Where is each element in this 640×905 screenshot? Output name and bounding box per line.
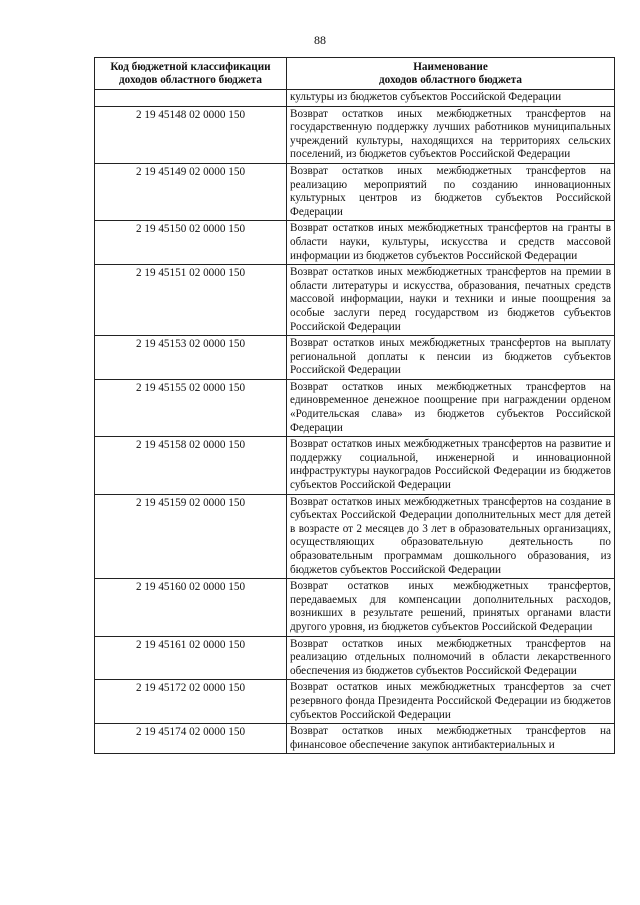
table-row: [95, 680, 615, 724]
row-name: Возврат остатков иных межбюджетных трансфертов на государственную поддержку лучших работников муниципальных учреждений культуры, находящихся на территориях сельских поселений, из бюджетов субъектов Российской Федерации: [287, 106, 615, 163]
row-code: 2 19 45160 02 0000 150: [95, 579, 287, 636]
header-name-line: доходов областного бюджета: [378, 74, 522, 86]
table-row: [95, 336, 615, 380]
row-name: Возврат остатков иных межбюджетных трансфертов на реализацию мероприятий по созданию инновационных культурных центров из бюджетов субъектов Российской Федерации: [287, 163, 615, 220]
table-row: [95, 221, 615, 265]
row-name: Возврат остатков иных межбюджетных трансфертов за счет резервного фонда Президента Российской Федерации из бюджетов субъектов Российской Федерации: [287, 680, 615, 724]
header-row: [95, 58, 615, 90]
row-name: Возврат остатков иных межбюджетных трансфертов на выплату региональной доплаты к пенсии из бюджетов субъектов Российской Федерации: [287, 336, 615, 380]
table-row: [95, 265, 615, 336]
row-code: 2 19 45150 02 0000 150: [95, 221, 287, 265]
header-name-line: Наименование: [413, 61, 488, 73]
row-name: Возврат остатков иных межбюджетных трансфертов на премии в области литературы и искусства, образования, печатных средств массовой информации, науки и техники и иные поощрения за особые заслуги перед государством из бюджетов субъектов Российской Федерации: [287, 265, 615, 336]
table-header: [95, 58, 615, 90]
table-row: [95, 437, 615, 494]
row-code: 2 19 45159 02 0000 150: [95, 494, 287, 579]
table-row: [95, 494, 615, 579]
page-number: 88: [314, 33, 326, 47]
row-code: 2 19 45151 02 0000 150: [95, 265, 287, 336]
table-body: [95, 90, 615, 754]
row-code: 2 19 45155 02 0000 150: [95, 379, 287, 436]
header-code: [95, 58, 287, 90]
row-code: 2 19 45149 02 0000 150: [95, 163, 287, 220]
row-code: 2 19 45161 02 0000 150: [95, 636, 287, 680]
table-row: [95, 724, 615, 754]
table-row: [95, 90, 615, 107]
row-code: 2 19 45172 02 0000 150: [95, 680, 287, 724]
budget-revenue-table: [94, 57, 615, 754]
row-name: Возврат остатков иных межбюджетных трансфертов на финансовое обеспечение закупок антибактериальных и: [287, 724, 615, 754]
row-code: [95, 90, 287, 107]
table-row: [95, 163, 615, 220]
header-code-line: доходов областного бюджета: [118, 74, 262, 86]
row-name: Возврат остатков иных межбюджетных трансфертов на единовременное денежное поощрение при награждении орденом «Родительская слава» из бюджетов субъектов Российской Федерации: [287, 379, 615, 436]
table-row: [95, 579, 615, 636]
row-name: Возврат остатков иных межбюджетных трансфертов на развитие и поддержку социальной, инженерной и инновационной инфраструктуры наукоградов Российской Федерации из бюджетов субъектов Российской Федерации: [287, 437, 615, 494]
row-code: 2 19 45158 02 0000 150: [95, 437, 287, 494]
table-row: [95, 106, 615, 163]
row-name: культуры из бюджетов субъектов Российской Федерации: [287, 90, 615, 107]
row-name: Возврат остатков иных межбюджетных трансфертов на гранты в области науки, культуры, искусства и средств массовой информации из бюджетов субъектов Российской Федерации: [287, 221, 615, 265]
header-code-line: Код бюджетной классификации: [110, 61, 271, 73]
row-code: 2 19 45174 02 0000 150: [95, 724, 287, 754]
row-name: Возврат остатков иных межбюджетных трансфертов, передаваемых для компенсации дополнительных расходов, возникших в результате решений, принятых органами власти другого уровня, из бюджетов субъектов Российской Федерации: [287, 579, 615, 636]
row-code: 2 19 45153 02 0000 150: [95, 336, 287, 380]
table-row: [95, 379, 615, 436]
header-name: [287, 58, 615, 90]
row-code: 2 19 45148 02 0000 150: [95, 106, 287, 163]
table-row: [95, 636, 615, 680]
row-name: Возврат остатков иных межбюджетных трансфертов на создание в субъектах Российской Федерации дополнительных мест для детей в возрасте от 2 месяцев до 3 лет в образовательных организациях, осуществляющих образовательную деятельность по образовательным программам дошкольного образования, из бюджетов субъектов Российской Федерации: [287, 494, 615, 579]
row-name: Возврат остатков иных межбюджетных трансфертов на реализацию отдельных полномочий в области лекарственного обеспечения из бюджетов субъектов Российской Федерации: [287, 636, 615, 680]
